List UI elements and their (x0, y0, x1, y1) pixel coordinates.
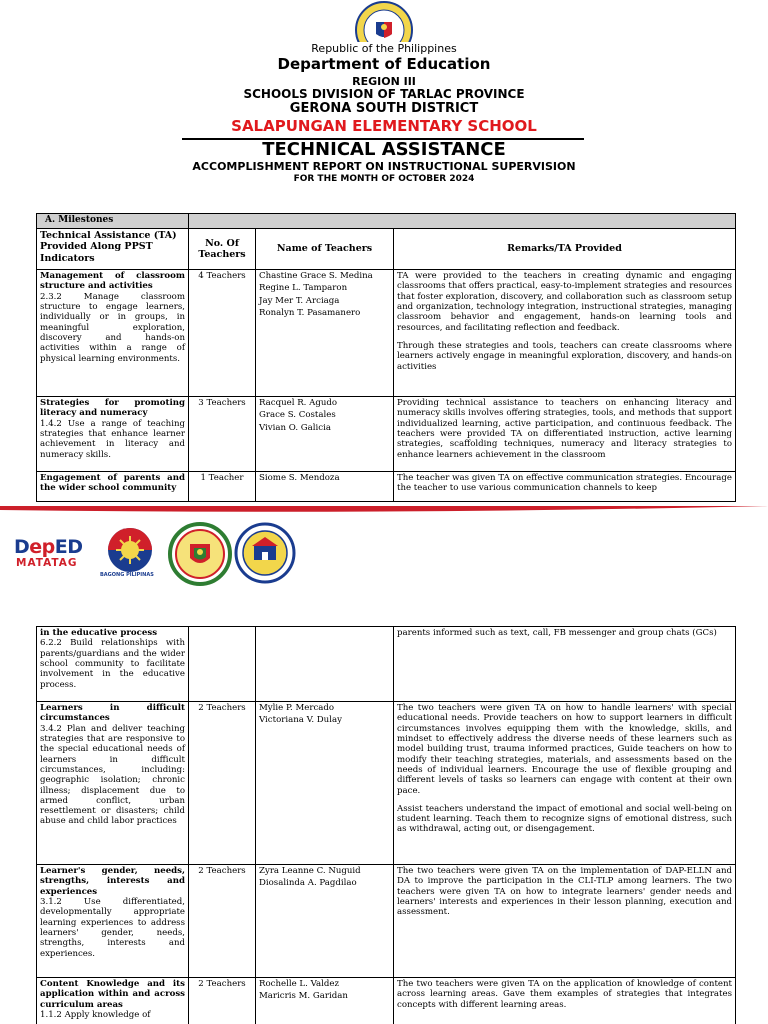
bagong-pilipinas-text: BAGONG PILIPINAS (100, 572, 154, 578)
deped-logo-text: DepED (14, 536, 83, 558)
division-seal-icon (168, 522, 232, 586)
column-header-remarks: Remarks/TA Provided (394, 229, 736, 270)
teacher-count: 2 Teachers (189, 978, 256, 1024)
matatag-logo: MATATAG (16, 557, 78, 569)
teacher-name: Diosalinda A. Pagdilao (259, 878, 357, 889)
teacher-names-cell (256, 270, 394, 397)
indicator-description: 2.3.2 Manage classroom structure to engage learners, individually or in groups, in meaningful exploration, discovery and hands-on activities within a range of physical learning environments. (40, 291, 185, 364)
teacher-count: 3 Teachers (189, 397, 256, 472)
table-row (37, 397, 736, 472)
remarks-paragraph: Assist teachers understand the impact of emotional and social well-being on student learning. Teach them to recognize signs of emotional distress, such as withdrawal, acting out, or disengagement. (397, 803, 732, 835)
remarks-paragraph: The two teachers were given TA on the application of knowledge of content across learning areas. Gave them examples of strategies that integrates concepts with different learning areas. (397, 979, 732, 1010)
teacher-name: Grace S. Costales (259, 410, 336, 421)
indicator-description: 1.1.2 Apply knowledge of (40, 1009, 151, 1020)
teacher-name: Chastine Grace S. Medina (259, 271, 373, 281)
report-subtitle: ACCOMPLISHMENT REPORT ON INSTRUCTIONAL SUPERVISION (192, 160, 576, 173)
teacher-count (189, 627, 256, 702)
remarks-cell (394, 270, 736, 397)
indicator-cell (37, 397, 189, 472)
remarks-paragraph: Through these strategies and tools, teachers can create classrooms where learners actively engage in meaningful exploration, discovery, and hands-on activities (397, 340, 733, 372)
teacher-names-cell (256, 865, 394, 978)
remarks-cell (394, 627, 736, 702)
milestones-label: A. Milestones (37, 214, 189, 229)
indicator-cell (37, 865, 189, 978)
column-header-names: Name of Teachers (256, 229, 394, 270)
teacher-name: Maricris M. Garidan (259, 991, 348, 1002)
teacher-names-cell (256, 702, 394, 865)
remarks-cell (394, 865, 736, 978)
column-header-count: No. Of Teachers (189, 229, 256, 270)
milestones-table-page-1 (36, 213, 736, 502)
teacher-names-cell (256, 978, 394, 1024)
indicator-title: in the educative process (40, 628, 158, 638)
teacher-name: Victoriana V. Dulay (259, 715, 342, 726)
remarks-cell (394, 472, 736, 502)
table-row (37, 978, 736, 1024)
header-region: REGION III (352, 75, 416, 88)
report-period: FOR THE MONTH OF OCTOBER 2024 (293, 174, 475, 184)
indicator-description: 6.2.2 Build relationships with parents/guardians and the wider school community to facilitate involvement in the educative process. (40, 638, 185, 690)
teacher-count: 2 Teachers (189, 865, 256, 978)
teacher-count: 4 Teachers (189, 270, 256, 397)
milestones-table-page-2 (36, 626, 736, 1024)
remarks-paragraph: The two teachers were given TA on the implementation of DAP-ELLN and DA to improve the participation in the CLI-TLP among learners. The two teachers were given TA on how to integrate learners' gender needs and learners' interests and experiences in their lesson planning, execution and assessment. (397, 866, 732, 918)
deped-logo (14, 536, 83, 558)
teacher-count: 2 Teachers (189, 702, 256, 865)
milestones-label-fill (189, 214, 736, 229)
teacher-name: Vivian O. Galicia (259, 422, 331, 433)
indicator-cell (37, 978, 189, 1024)
header-department: Department of Education (277, 55, 491, 73)
indicator-title: Content Knowledge and its application within and across curriculum areas (40, 979, 185, 1010)
teacher-name: Jay Mer T. Arciaga (259, 295, 340, 306)
indicator-title: Learner's gender, needs, strengths, interests and experiences (40, 866, 185, 897)
teacher-name: Ronalyn T. Pasamanero (259, 307, 361, 318)
indicator-title: Learners in difficult circumstances (40, 703, 185, 724)
teacher-names-cell (256, 627, 394, 702)
remarks-paragraph: The teacher was given TA on effective communication strategies. Encourage the teacher to use various communication channels to keep (397, 473, 733, 494)
indicator-cell (37, 627, 189, 702)
indicator-cell (37, 270, 189, 397)
remarks-paragraph: Providing technical assistance to teachers on enhancing literacy and numeracy skills involves offering strategies, tools, and methods that support individualized learning, active participation, and continuous feedback. The teachers were provided TA on differentiated instruction, active learning strategies, scaffolding techniques, numeracy and literacy strategies to enhance learners achievement in the classroom (397, 398, 733, 460)
table-row (37, 627, 736, 702)
indicator-description: 3.4.2 Plan and deliver teaching strategies that are responsive to the special educational needs of learners in difficult circumstances, including: geographic isolation; chronic illness; displacement due to armed conflict, urban resettlement or disasters; child abuse and child labor practices (40, 723, 185, 827)
teacher-name: Siome S. Mendoza (259, 473, 340, 483)
indicator-description: 3.1.2 Use differentiated, developmentally appropriate learning experiences to address learners' gender, needs, strengths, interests and experiences. (40, 896, 185, 959)
teacher-name: Regine L. Tamparon (259, 283, 348, 294)
remarks-paragraph: The two teachers were given TA on how to handle learners' with special educational needs. Provide teachers on how to support learners in difficult circumstances involves equipping them with the knowledge, skills, and mindset to effectively address the diverse needs of these learners such as model building trust, trauma informed practices, Guide teachers on how to modify their teaching strategies, materials, and assessments based on the needs of individual learners. Encourage the use of flexible grouping and different levels of tasks so learners can engage with content at their own pace. (397, 703, 732, 796)
table-row (37, 865, 736, 978)
remarks-paragraph: parents informed such as text, call, FB messenger and group chats (GCs) (397, 628, 717, 638)
school-seal-icon (234, 522, 296, 584)
deped-seal-icon (354, 0, 414, 42)
remarks-cell (394, 978, 736, 1024)
indicator-title: Engagement of parents and the wider school community (40, 473, 185, 494)
table-row (37, 702, 736, 865)
teacher-names-cell (256, 472, 394, 502)
header-district: GERONA SOUTH DISTRICT (289, 101, 479, 116)
indicator-title: Management of classroom structure and activities (40, 271, 185, 292)
indicator-description: 1.4.2 Use a range of teaching strategies that enhance learner achievement in literacy and numeracy skills. (40, 418, 185, 460)
teacher-names-cell (256, 397, 394, 472)
teacher-count: 1 Teacher (189, 472, 256, 502)
column-header-indicator: Technical Assistance (TA) Provided Along PPST Indicators (37, 229, 189, 270)
footer-red-line (0, 506, 768, 514)
teacher-name: Racquel R. Agudo (259, 398, 338, 408)
report-title: TECHNICAL ASSISTANCE (262, 139, 506, 160)
teacher-name: Mylie P. Mercado (259, 703, 335, 713)
header-division: SCHOOLS DIVISION OF TARLAC PROVINCE (243, 87, 525, 101)
indicator-title: Strategies for promoting literacy and numeracy (40, 398, 185, 419)
header-republic: Republic of the Philippines (311, 42, 457, 55)
indicator-cell (37, 472, 189, 502)
header-school-name: SALAPUNGAN ELEMENTARY SCHOOL (231, 117, 537, 135)
teacher-name: Zyra Leanne C. Nuguid (259, 866, 361, 876)
remarks-paragraph: TA were provided to the teachers in creating dynamic and engaging classrooms that offers practical, easy-to-implement strategies and resources that foster exploration, discovery, and collaboration such as classroom setup and organization, technology integration, instructional strategies, managing classroom behavior and engagement, hands-on learning tools and resources, and facilitating reflection and feedback. (397, 271, 733, 333)
remarks-cell (394, 397, 736, 472)
teacher-name: Rochelle L. Valdez (259, 979, 339, 989)
indicator-cell (37, 702, 189, 865)
remarks-cell (394, 702, 736, 865)
table-row (37, 472, 736, 502)
table-row (37, 270, 736, 397)
